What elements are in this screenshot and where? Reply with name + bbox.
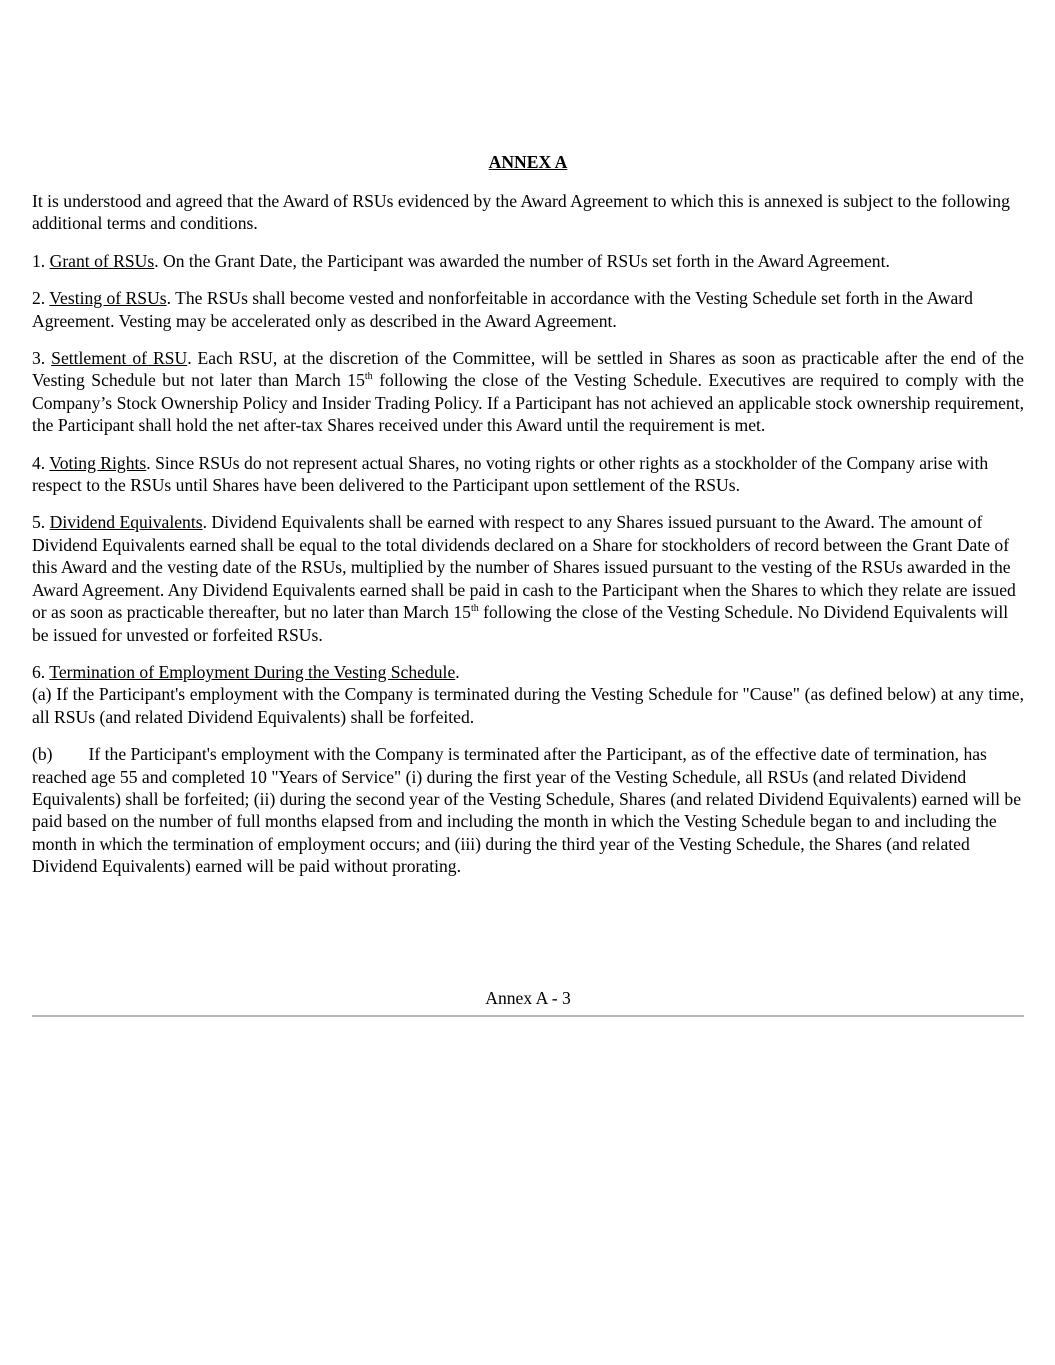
section-text-continued: following the close of the Vesting Schedule. No Dividend Equivalents will be issued for unvested or forfeited RSUs.: [32, 602, 1009, 645]
section-text: . The RSUs shall become vested and nonforfeitable in accordance with the Vesting Schedule set forth in the Award Agreement. Vesting may be accelerated only as described in the Award Agreement.: [32, 288, 973, 331]
page-title: ANNEX A: [488, 152, 568, 172]
section-vesting-of-rsus: [32, 287, 1024, 332]
section-heading: Settlement of RSU: [51, 348, 188, 369]
ordinal-suffix: th: [470, 603, 479, 615]
section-text: . Each RSU, at the discretion of the Committee, will be settled in Shares as soon as practicable after the end of the Vesting Schedule but not later than March 15: [32, 348, 1024, 391]
section-number: 5.: [32, 512, 46, 533]
footer-divider: [32, 1015, 1024, 1017]
section-termination-of-employment: [32, 661, 1024, 728]
section-heading: Grant of RSUs: [49, 250, 155, 271]
page-footer: Annex A - 3: [485, 988, 571, 1008]
section-number: 6.: [32, 661, 46, 682]
section-heading-period: .: [455, 661, 460, 682]
section-text-continued: following the close of the Vesting Schedule. Executives are required to comply with the Company’s Stock Ownership Policy and Insider Trading Policy. If a Participant has not achieved an applicable stock ownership requirement, the Participant shall hold the net after-tax Shares received under this Award until the requirement is met.: [32, 370, 1024, 436]
section-dividend-equivalents: [32, 511, 1024, 645]
section-number: 4.: [32, 452, 46, 473]
subsection-b-label: (b): [32, 744, 53, 765]
section-text: . On the Grant Date, the Participant was awarded the number of RSUs set forth in the Award Agreement.: [154, 250, 890, 271]
section-number: 3.: [32, 348, 46, 369]
section-heading: Termination of Employment During the Vesting Schedule: [49, 661, 456, 682]
subsection-a-text: (a) If the Participant's employment with the Company is terminated during the Vesting Schedule for "Cause" (as defined below) at any time, all RSUs (and related Dividend Equivalents) shall be forfeited.: [32, 684, 1024, 727]
ordinal-suffix: th: [364, 371, 373, 383]
document-page: [32, 151, 1024, 893]
section-text: . Since RSUs do not represent actual Shares, no voting rights or other rights as a stockholder of the Company arise with respect to the RSUs until Shares have been delivered to the Participant upon settlement of the RSUs.: [32, 452, 989, 496]
section-heading: Dividend Equivalents: [49, 512, 203, 533]
section-number: 2.: [32, 288, 46, 309]
intro-paragraph: It is understood and agreed that the Award of RSUs evidenced by the Award Agreement to which this is annexed is subject to the following additional terms and conditions.: [32, 191, 1010, 234]
section-grant-of-rsus: [32, 250, 1024, 272]
section-settlement-of-rsu: [32, 347, 1024, 437]
subsection-b-text: If the Participant's employment with the Company is terminated after the Participant, as of the effective date of termination, has reached age 55 and completed 10 "Years of Service" (i) during the first year of the Vesting Schedule, all RSUs (and related Dividend Equivalents) shall be forfeited; (ii) during the second year of the Vesting Schedule, Shares (and related Dividend Equivalents) earned will be paid based on the number of full months elapsed from and including the month in which the Vesting Schedule began to and including the month in which the termination of employment occurs; and (iii) during the third year of the Vesting Schedule, the Shares (and related Dividend Equivalents) earned will be paid without prorating.: [32, 744, 1022, 877]
section-heading: Voting Rights: [49, 452, 147, 473]
section-text: . Dividend Equivalents shall be earned with respect to any Shares issued pursuant to the Award. The amount of Dividend Equivalents earned shall be equal to the total dividends declared on a Share for stockholders of record between the Grant Date of this Award and the vesting date of the RSUs, multiplied by the number of Shares issued pursuant to the vesting of the RSUs awarded in the Award Agreement. Any Dividend Equivalents earned shall be paid in cash to the Participant when the Shares to which they relate are issued or as soon as practicable thereafter, but no later than March 15: [32, 512, 1016, 623]
subsection-b: [32, 743, 1024, 877]
section-voting-rights: [32, 452, 1024, 497]
section-heading: Vesting of RSUs: [49, 288, 167, 309]
section-number: 1.: [32, 250, 46, 271]
